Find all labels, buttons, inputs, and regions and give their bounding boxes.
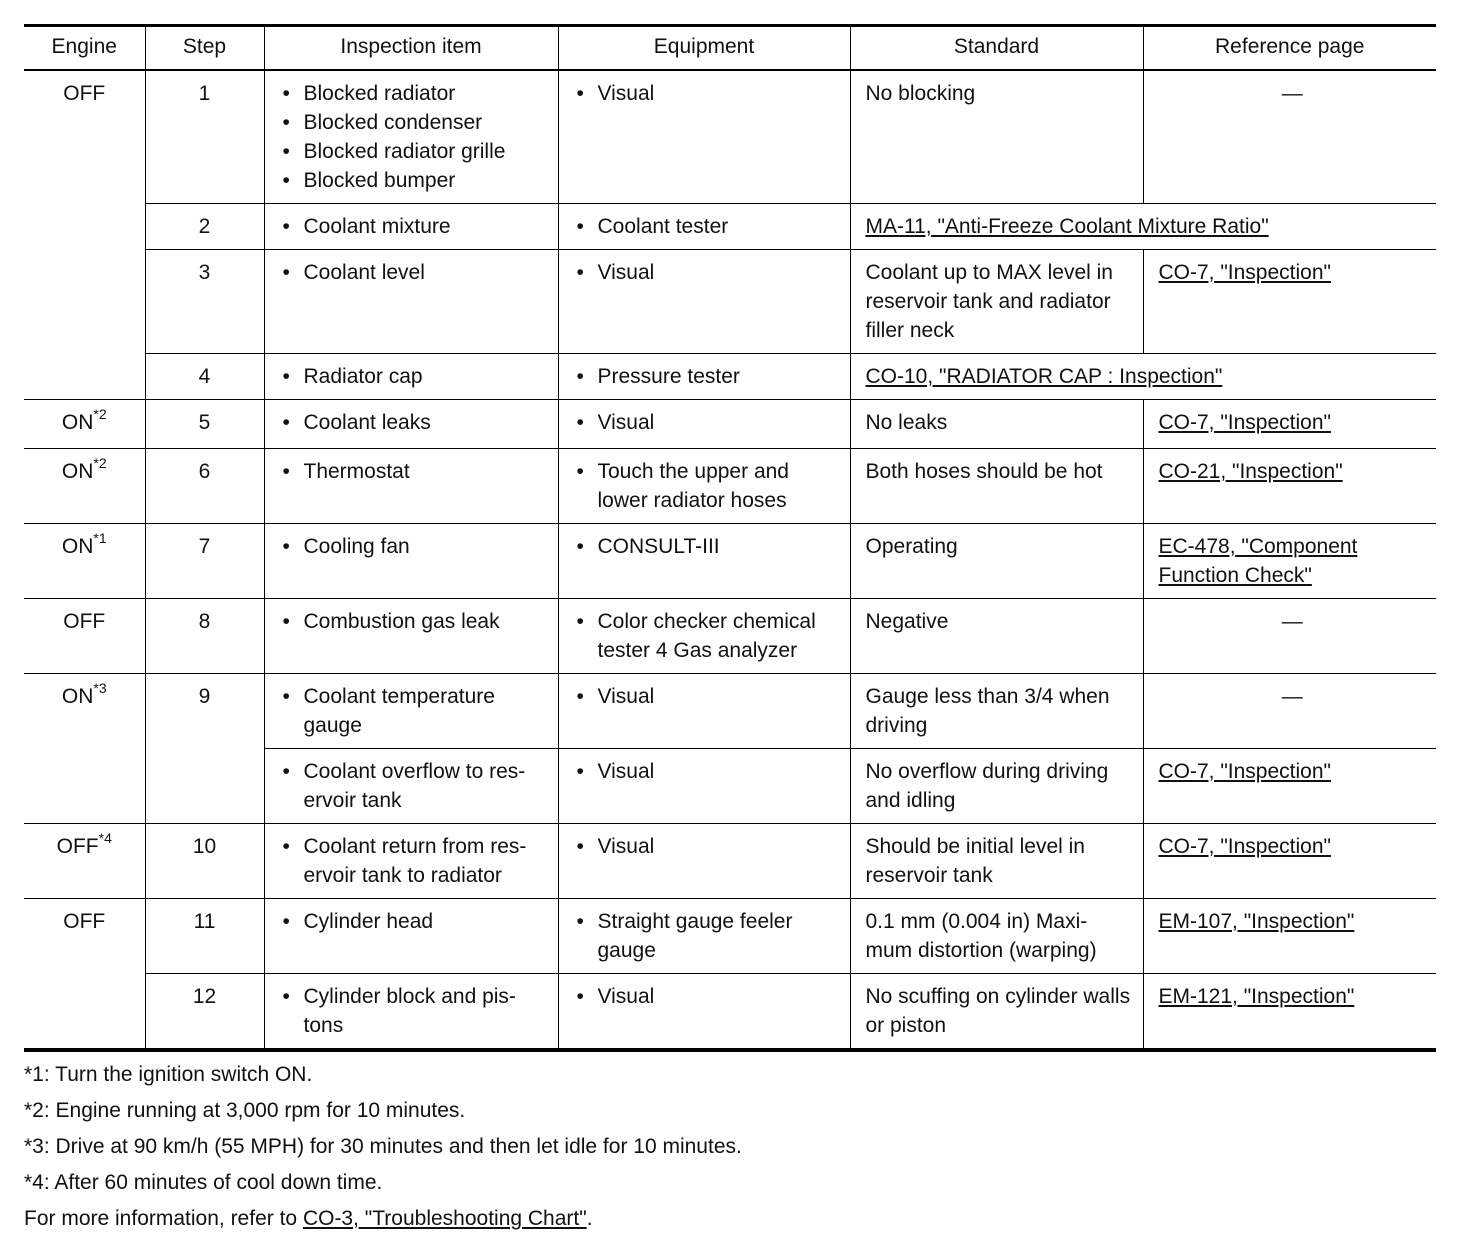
table-row: [24, 524, 1436, 599]
reference-cell: [1143, 749, 1436, 824]
inspection-item-cell: [264, 824, 558, 899]
reference-cell: [1143, 524, 1436, 599]
list-item: • Coolant leaks: [280, 408, 548, 437]
step-cell: 3: [145, 250, 264, 354]
standard-cell: No blocking: [850, 70, 1143, 204]
standard-cell: Both hoses should be hot: [850, 449, 1143, 524]
reference-link[interactable]: CO-7, "Inspection": [1158, 411, 1331, 434]
table-row: [24, 824, 1436, 899]
reference-link[interactable]: CO-21, "Inspection": [1158, 460, 1343, 483]
reference-cell: [1143, 400, 1436, 449]
step-cell: 11: [145, 899, 264, 974]
engine-cell: ON$^{*2}$: [24, 400, 145, 449]
list-item: • Touch the upper and lower radiator hoses: [574, 457, 840, 515]
inspection-item-cell: [264, 974, 558, 1051]
equipment-cell: [558, 524, 850, 599]
table-row: [24, 974, 1436, 1051]
reference-link[interactable]: MA-11, "Anti-Freeze Coolant Mixture Ratio": [865, 215, 1269, 238]
table-row: [24, 250, 1436, 354]
header-standard: Standard: [850, 26, 1143, 71]
standard-cell: Gauge less than 3/4 when driving: [850, 674, 1143, 749]
reference-link[interactable]: CO-7, "Inspection": [1158, 835, 1331, 858]
list-item: • Thermostat: [280, 457, 548, 486]
equipment-cell: [558, 204, 850, 250]
standard-cell: Negative: [850, 599, 1143, 674]
equipment-cell: [558, 749, 850, 824]
list-item: • Visual: [574, 682, 840, 711]
inspection-item-cell: [264, 204, 558, 250]
list-item: • CONSULT-III: [574, 532, 840, 561]
table-row: [24, 70, 1436, 204]
step-cell: 6: [145, 449, 264, 524]
equipment-cell: [558, 974, 850, 1051]
list-item: • Visual: [574, 258, 840, 287]
engine-cell: ON$^{*1}$: [24, 524, 145, 599]
list-item: • Pressure tester: [574, 362, 840, 391]
reference-link[interactable]: EC-478, "Component Function Check": [1158, 535, 1358, 587]
list-item: • Coolant level: [280, 258, 548, 287]
list-item: • Coolant overflow to res-ervoir tank: [280, 757, 548, 815]
equipment-cell: [558, 599, 850, 674]
standard-cell: No overflow during driving and idling: [850, 749, 1143, 824]
list-item: • Straight gauge feeler gauge: [574, 907, 840, 965]
footnote: *4: After 60 minutes of cool down time.: [24, 1171, 383, 1194]
list-item: • Coolant temperature gauge: [280, 682, 548, 740]
table-row: [24, 599, 1436, 674]
list-item: • Visual: [574, 832, 840, 861]
reference-cell: [850, 204, 1436, 250]
reference-cell: [1143, 899, 1436, 974]
reference-cell: —: [1143, 599, 1436, 674]
equipment-cell: [558, 400, 850, 449]
footnote: *1: Turn the ignition switch ON.: [24, 1063, 313, 1086]
inspection-item-cell: [264, 749, 558, 824]
list-item: • Coolant return from res-ervoir tank to radiator: [280, 832, 548, 890]
standard-cell: Coolant up to MAX level in reservoir tank and radiator filler neck: [850, 250, 1143, 354]
header-step: Step: [145, 26, 264, 71]
step-cell: 10: [145, 824, 264, 899]
inspection-item-cell: [264, 524, 558, 599]
step-cell: 9: [145, 674, 264, 824]
equipment-cell: [558, 824, 850, 899]
footnote: *2: Engine running at 3,000 rpm for 10 minutes.: [24, 1099, 466, 1122]
equipment-cell: [558, 449, 850, 524]
list-item: • Radiator cap: [280, 362, 548, 391]
equipment-cell: [558, 250, 850, 354]
list-item: • Cylinder head: [280, 907, 548, 936]
footnote: *3: Drive at 90 km/h (55 MPH) for 30 minutes and then let idle for 10 minutes.: [24, 1135, 742, 1158]
equipment-cell: [558, 70, 850, 204]
list-item: • Visual: [574, 408, 840, 437]
header-equipment: Equipment: [558, 26, 850, 71]
table-row: [24, 674, 1436, 749]
engine-cell: OFF: [24, 899, 145, 1051]
list-item: • Blocked bumper: [280, 166, 548, 195]
more-info-line: For more information, refer to CO-3, "Troubleshooting Chart".: [24, 1207, 593, 1230]
step-cell: 4: [145, 354, 264, 400]
equipment-cell: [558, 899, 850, 974]
reference-link[interactable]: EM-121, "Inspection": [1158, 985, 1355, 1008]
header-inspection-item: Inspection item: [264, 26, 558, 71]
inspection-item-cell: [264, 674, 558, 749]
engine-cell: OFF$^{*4}$: [24, 824, 145, 899]
list-item: • Cooling fan: [280, 532, 548, 561]
standard-cell: No scuffing on cylinder walls or piston: [850, 974, 1143, 1051]
inspection-item-cell: [264, 449, 558, 524]
standard-cell: Operating: [850, 524, 1143, 599]
list-item: • Coolant tester: [574, 212, 840, 241]
equipment-cell: [558, 674, 850, 749]
engine-cell: ON$^{*2}$: [24, 449, 145, 524]
list-item: • Visual: [574, 757, 840, 786]
step-cell: 12: [145, 974, 264, 1051]
reference-cell: —: [1143, 674, 1436, 749]
header-row: [24, 26, 1436, 71]
list-item: • Cylinder block and pis-tons: [280, 982, 548, 1040]
equipment-cell: [558, 354, 850, 400]
engine-cell: OFF: [24, 70, 145, 400]
header-engine: Engine: [24, 26, 145, 71]
table-row: [24, 400, 1436, 449]
reference-cell: [1143, 250, 1436, 354]
inspection-sheet: [24, 24, 1436, 1240]
step-cell: 1: [145, 70, 264, 204]
list-item: • Blocked condenser: [280, 108, 548, 137]
standard-cell: Should be initial level in reservoir tank: [850, 824, 1143, 899]
standard-cell: No leaks: [850, 400, 1143, 449]
inspection-item-cell: [264, 354, 558, 400]
reference-link[interactable]: CO-7, "Inspection": [1158, 261, 1331, 284]
list-item: • Blocked radiator: [280, 79, 548, 108]
list-item: • Visual: [574, 79, 840, 108]
inspection-item-cell: [264, 599, 558, 674]
inspection-item-cell: [264, 899, 558, 974]
list-item: • Coolant mixture: [280, 212, 548, 241]
engine-cell: ON$^{*3}$: [24, 674, 145, 824]
list-item: • Combustion gas leak: [280, 607, 548, 636]
list-item: • Visual: [574, 982, 840, 1011]
reference-cell: [1143, 974, 1436, 1051]
reference-cell: [1143, 824, 1436, 899]
table-row: [24, 899, 1436, 974]
reference-link[interactable]: EM-107, "Inspection": [1158, 910, 1355, 933]
engine-cell: OFF: [24, 599, 145, 674]
footnotes: [24, 1060, 1436, 1240]
step-cell: 8: [145, 599, 264, 674]
reference-link[interactable]: CO-7, "Inspection": [1158, 760, 1331, 783]
list-item: • Blocked radiator grille: [280, 137, 548, 166]
step-cell: 2: [145, 204, 264, 250]
reference-cell: [850, 354, 1436, 400]
list-item: • Color checker chemical tester 4 Gas analyzer: [574, 607, 840, 665]
inspection-table: [24, 24, 1436, 1052]
inspection-item-cell: [264, 400, 558, 449]
step-cell: 7: [145, 524, 264, 599]
inspection-item-cell: [264, 250, 558, 354]
step-cell: 5: [145, 400, 264, 449]
table-row: [24, 354, 1436, 400]
table-row: [24, 449, 1436, 524]
inspection-item-cell: [264, 70, 558, 204]
reference-link[interactable]: CO-10, "RADIATOR CAP : Inspection": [865, 365, 1223, 388]
troubleshooting-chart-link[interactable]: CO-3, "Troubleshooting Chart": [302, 1207, 587, 1230]
reference-cell: [1143, 449, 1436, 524]
reference-cell: —: [1143, 70, 1436, 204]
table-row: [24, 204, 1436, 250]
standard-cell: 0.1 mm (0.004 in) Maxi-mum distortion (warping): [850, 899, 1143, 974]
header-reference-page: Reference page: [1143, 26, 1436, 71]
